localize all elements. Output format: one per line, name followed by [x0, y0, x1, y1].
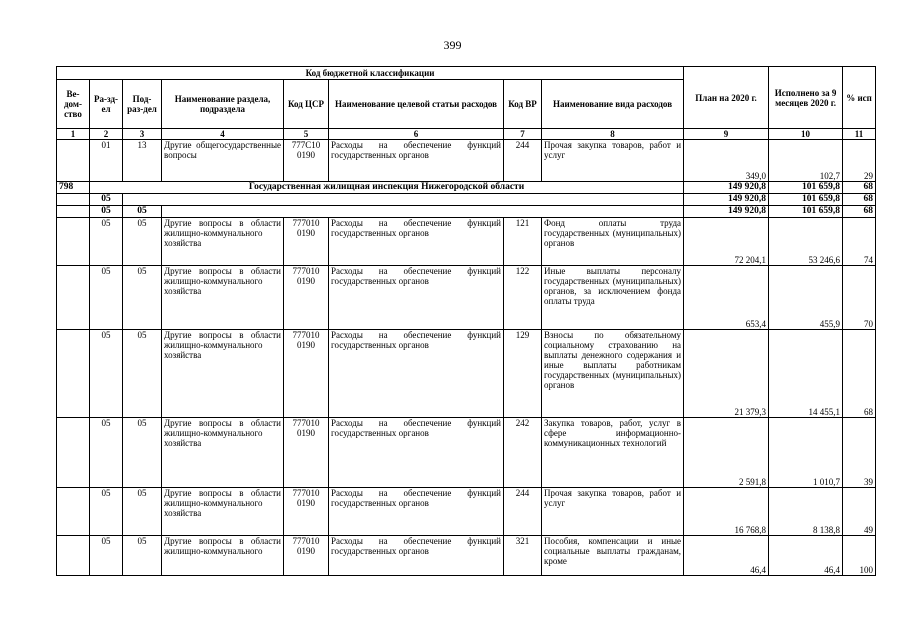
header-col-9: План на 2020 г. — [684, 67, 769, 129]
cell-csr-code: 777С10 0190 — [284, 140, 329, 182]
cell-done: 14 455,1 — [769, 330, 843, 418]
cell-vr-code: 121 — [504, 218, 542, 266]
column-index: 3 — [123, 129, 162, 140]
cell-csr-code: 777010 0190 — [284, 418, 329, 488]
cell-section-name: Другие вопросы в области жилищно-коммунального хозяйства — [162, 330, 284, 418]
table-row — [57, 140, 876, 182]
cell-target-name: Расходы на обеспечение функций государственных органов — [329, 418, 504, 488]
cell-percent: 68 — [843, 206, 876, 218]
cell-section: 05 — [90, 206, 123, 218]
cell-subsection: 05 — [123, 218, 162, 266]
table-row — [57, 536, 876, 576]
header-col-1: Ве-дом-ство — [57, 80, 90, 129]
table-row — [57, 266, 876, 330]
cell-vr-name: Взносы по обязательному социальному страхованию на выплаты денежного содержания и иные выплаты работникам государственных (муниципальных) органов — [542, 330, 684, 418]
cell-done: 53 246,6 — [769, 218, 843, 266]
cell-empty — [162, 206, 684, 218]
header-col-3: Под-раз-дел — [123, 80, 162, 129]
cell-subsection: 05 — [123, 418, 162, 488]
cell-plan: 46,4 — [684, 536, 769, 576]
cell-vr-code: 242 — [504, 418, 542, 488]
cell-dept — [57, 140, 90, 182]
cell-done: 1 010,7 — [769, 418, 843, 488]
cell-vr-code: 244 — [504, 488, 542, 536]
cell-section-name: Другие вопросы в области жилищно-коммунального хозяйства — [162, 218, 284, 266]
cell-section: 05 — [90, 536, 123, 576]
cell-plan: 349,0 — [684, 140, 769, 182]
header-col-10: Исполнено за 9 месяцев 2020 г. — [769, 67, 843, 129]
cell-empty — [123, 194, 684, 206]
table-row — [57, 330, 876, 418]
cell-done: 101 659,8 — [769, 182, 843, 194]
cell-vr-name: Пособия, компенсации и иные социальные выплаты гражданам, кроме — [542, 536, 684, 576]
cell-vr-code: 244 — [504, 140, 542, 182]
column-index: 4 — [162, 129, 284, 140]
cell-target-name: Расходы на обеспечение функций государственных органов — [329, 330, 504, 418]
cell-percent: 100 — [843, 536, 876, 576]
cell-dept — [57, 218, 90, 266]
cell-section-name: Другие вопросы в области жилищно-коммунального хозяйства — [162, 488, 284, 536]
cell-plan: 653,4 — [684, 266, 769, 330]
cell-subsection: 05 — [123, 266, 162, 330]
cell-vr-name: Фонд оплаты труда государственных (муниципальных) органов — [542, 218, 684, 266]
cell-percent: 68 — [843, 330, 876, 418]
cell-subsection: 05 — [123, 206, 162, 218]
cell-section-name: Другие вопросы в области жилищно-коммунального хозяйства — [162, 266, 284, 330]
cell-done: 101 659,8 — [769, 206, 843, 218]
cell-section: 01 — [90, 140, 123, 182]
cell-vr-name: Иные выплаты персоналу государственных (муниципальных) органов, за исключением фонда оплаты труда — [542, 266, 684, 330]
cell-plan: 16 768,8 — [684, 488, 769, 536]
header-group-title: Код бюджетной классификации — [57, 67, 684, 80]
header-col-11: % исп — [843, 67, 876, 129]
column-index: 6 — [329, 129, 504, 140]
cell-plan: 72 204,1 — [684, 218, 769, 266]
column-index: 7 — [504, 129, 542, 140]
table-row — [57, 206, 876, 218]
cell-section: 05 — [90, 488, 123, 536]
cell-done: 101 659,8 — [769, 194, 843, 206]
column-index: 9 — [684, 129, 769, 140]
cell-vr-name: Закупка товаров, работ, услуг в сфере информационно-коммуникационных технологий — [542, 418, 684, 488]
cell-section: 05 — [90, 418, 123, 488]
cell-dept — [57, 206, 90, 218]
cell-section: 05 — [90, 330, 123, 418]
cell-subsection: 13 — [123, 140, 162, 182]
table-row — [57, 182, 876, 194]
header-col-2: Ра-зд-ел — [90, 80, 123, 129]
header-col-5: Код ЦСР — [284, 80, 329, 129]
cell-csr-code: 777010 0190 — [284, 266, 329, 330]
cell-vr-code: 122 — [504, 266, 542, 330]
table-row — [57, 218, 876, 266]
cell-plan: 2 591,8 — [684, 418, 769, 488]
budget-table — [56, 66, 876, 576]
cell-dept — [57, 488, 90, 536]
header-col-7: Код ВР — [504, 80, 542, 129]
cell-target-name: Расходы на обеспечение функций государственных органов — [329, 266, 504, 330]
cell-subsection: 05 — [123, 488, 162, 536]
cell-done: 455,9 — [769, 266, 843, 330]
table-row — [57, 418, 876, 488]
cell-percent: 70 — [843, 266, 876, 330]
cell-percent: 39 — [843, 418, 876, 488]
cell-dept — [57, 330, 90, 418]
cell-plan: 149 920,8 — [684, 182, 769, 194]
cell-dept — [57, 194, 90, 206]
cell-vr-code: 321 — [504, 536, 542, 576]
cell-vr-code: 129 — [504, 330, 542, 418]
cell-section-name: Другие вопросы в области жилищно-коммунального — [162, 536, 284, 576]
header-col-6: Наименование целевой статьи расходов — [329, 80, 504, 129]
cell-section-name: Другие вопросы в области жилищно-коммунального хозяйства — [162, 418, 284, 488]
cell-percent: 68 — [843, 182, 876, 194]
cell-plan: 149 920,8 — [684, 194, 769, 206]
cell-vr-name: Прочая закупка товаров, работ и услуг — [542, 488, 684, 536]
cell-subsection: 05 — [123, 330, 162, 418]
cell-section: 05 — [90, 194, 123, 206]
header-col-8: Наименование вида расходов — [542, 80, 684, 129]
column-index: 2 — [90, 129, 123, 140]
cell-target-name: Расходы на обеспечение функций государственных органов — [329, 218, 504, 266]
cell-dept — [57, 536, 90, 576]
cell-percent: 68 — [843, 194, 876, 206]
cell-dept — [57, 418, 90, 488]
column-index-row — [57, 129, 876, 140]
cell-done: 8 138,8 — [769, 488, 843, 536]
column-index: 11 — [843, 129, 876, 140]
cell-percent: 29 — [843, 140, 876, 182]
cell-vr-name: Прочая закупка товаров, работ и услуг — [542, 140, 684, 182]
cell-dept-title: Государственная жилищная инспекция Нижегородской области — [90, 182, 684, 194]
cell-csr-code: 777010 0190 — [284, 536, 329, 576]
cell-dept: 798 — [57, 182, 90, 194]
column-index: 1 — [57, 129, 90, 140]
cell-target-name: Расходы на обеспечение функций государственных органов — [329, 536, 504, 576]
cell-done: 46,4 — [769, 536, 843, 576]
cell-target-name: Расходы на обеспечение функций государственных органов — [329, 140, 504, 182]
cell-done: 102,7 — [769, 140, 843, 182]
cell-section: 05 — [90, 266, 123, 330]
column-index: 8 — [542, 129, 684, 140]
table-row — [57, 488, 876, 536]
cell-dept — [57, 266, 90, 330]
cell-subsection: 05 — [123, 536, 162, 576]
column-index: 5 — [284, 129, 329, 140]
page-number: 399 — [443, 38, 462, 52]
cell-target-name: Расходы на обеспечение функций государственных органов — [329, 488, 504, 536]
column-index: 10 — [769, 129, 843, 140]
cell-percent: 49 — [843, 488, 876, 536]
cell-csr-code: 777010 0190 — [284, 330, 329, 418]
header-col-4: Наименование раздела, подраздела — [162, 80, 284, 129]
cell-percent: 74 — [843, 218, 876, 266]
cell-csr-code: 777010 0190 — [284, 218, 329, 266]
cell-section: 05 — [90, 218, 123, 266]
cell-csr-code: 777010 0190 — [284, 488, 329, 536]
table-row — [57, 194, 876, 206]
cell-plan: 149 920,8 — [684, 206, 769, 218]
cell-section-name: Другие общегосударственные вопросы — [162, 140, 284, 182]
cell-plan: 21 379,3 — [684, 330, 769, 418]
